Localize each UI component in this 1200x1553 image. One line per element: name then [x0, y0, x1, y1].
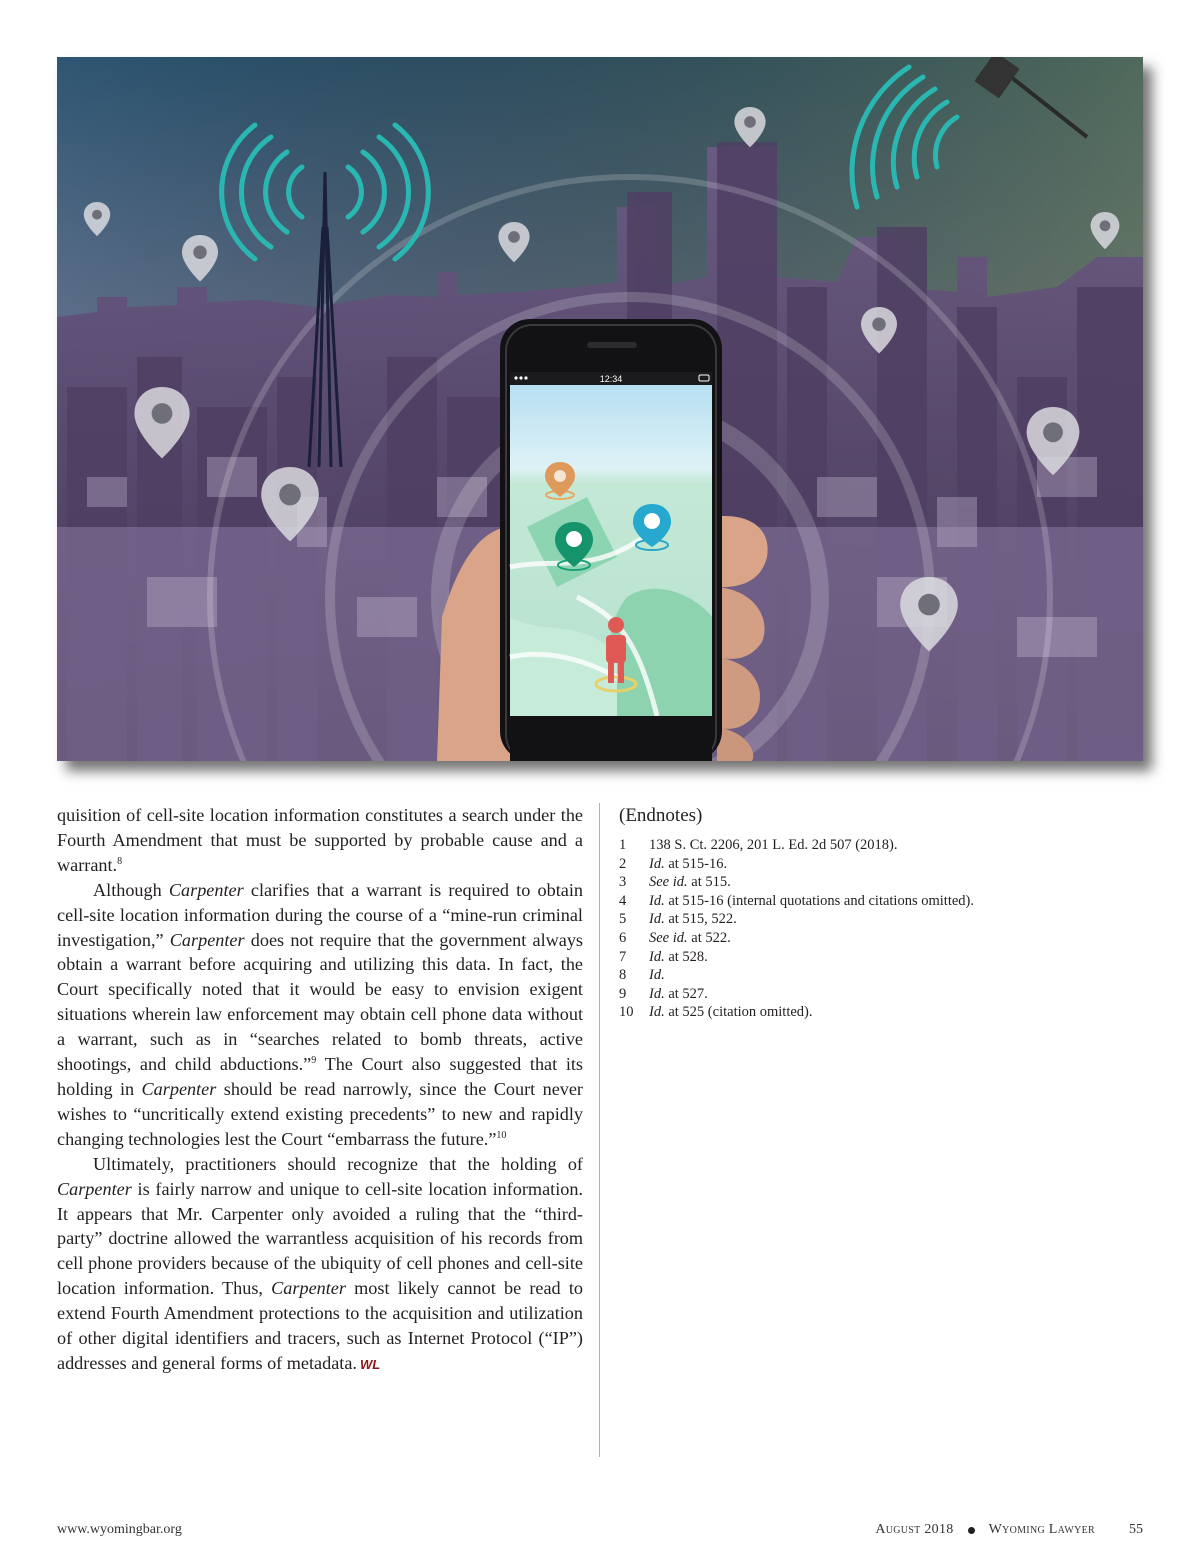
green-map-pin-icon	[555, 522, 593, 570]
endnote-text	[649, 836, 898, 855]
page-number: 55	[1129, 1522, 1143, 1537]
footnote-ref[interactable]: 10	[496, 1129, 507, 1141]
paragraph-continued: quisition of cell-site location information constitutes a search under the Fourth Amendment that must be supported by probable cause and a warrant.$^8$	[57, 805, 583, 875]
endnotes-title: (Endnotes)	[619, 805, 703, 826]
endnote-signal: Id.	[649, 948, 665, 965]
footer-issue-info	[875, 1522, 1143, 1538]
bullet-separator-icon	[968, 1527, 975, 1534]
endnote-number: 10	[619, 1004, 634, 1021]
end-of-article-mark: WL	[359, 1356, 381, 1372]
endnote-citation: at 515-16.	[664, 855, 728, 872]
column-divider	[599, 803, 600, 1457]
endnote-number: 2	[619, 855, 627, 872]
paragraph-exigent-circumstances: Although Carpenter clarifies that a warrant is required to obtain cell-site location information during the course of a “mine-run criminal investigation,” Carpenter does not require that the government always obtain a warrant before acquiring and utilizing this data. In fact, the Court specifically noted that it would be easy to envision exigent situations wherein law enforcement may obtain cell phone data without a warrant, such as in “searches related to bomb threats, active shootings, and child abductions.”$^9$ The Court also suggested that its holding in Carpenter should be read narrowly, since the Court never wishes to “uncritically extend existing precedents” to new and rapidly changing technologies lest the Court “embarrass the future.”$^{10}$	[57, 879, 583, 1149]
endnote-item	[619, 929, 1159, 948]
endnote-signal: Id.	[649, 967, 665, 984]
endnote-text	[649, 948, 708, 967]
endnote-number: 4	[619, 892, 627, 909]
endnote-number: 7	[619, 948, 627, 965]
case-name: Carpenter	[169, 929, 245, 950]
endnote-text	[649, 929, 731, 948]
endnote-number: 1	[619, 837, 627, 853]
endnote-citation: at 515.	[687, 874, 731, 891]
endnote-item	[619, 948, 1159, 967]
endnote-signal: Id.	[649, 1004, 665, 1021]
paragraph-conclusion: Ultimately, practitioners should recognize that the holding of Carpenter is fairly narrow and unique to cell-site location information. It appears that Mr. Carpenter only avoided a ruling that the “third-party” doctrine allowed the warrantless acquisition of his records from cell phone providers because of the ubiquity of cell phones and cell-site location information. Thus, Carpenter most likely cannot be read to extend Fourth Amendment protections to the acquisition and utilization of other digital identifiers and tracers, such as Internet Protocol (“IP”) addresses and general forms of metadata. WL	[57, 1153, 583, 1373]
endnote-item	[619, 910, 1159, 929]
case-name: Carpenter	[141, 1078, 217, 1099]
endnote-item	[619, 985, 1159, 1004]
endnote-signal: See id.	[649, 874, 688, 891]
endnote-number: 3	[619, 874, 627, 891]
endnote-item	[619, 892, 1159, 911]
endnote-text	[649, 966, 665, 985]
endnote-item	[619, 1003, 1159, 1022]
endnote-text	[649, 873, 731, 892]
endnote-citation: at 528.	[664, 948, 708, 965]
endnote-signal: Id.	[649, 985, 665, 1002]
issue-date: August 2018	[875, 1522, 954, 1537]
endnote-text	[649, 910, 737, 929]
footnote-ref[interactable]: 9	[311, 1055, 317, 1067]
endnote-number: 9	[619, 985, 627, 1002]
case-name: Carpenter	[271, 1278, 346, 1299]
publication-name: Wyoming Lawyer	[988, 1522, 1095, 1537]
endnote-text	[649, 985, 708, 1004]
endnote-item	[619, 966, 1159, 985]
endnote-signal: Id.	[649, 855, 665, 872]
article-body	[57, 803, 583, 1378]
endnote-citation: at 515, 522.	[664, 911, 737, 928]
endnote-citation: 138 S. Ct. 2206, 201 L. Ed. 2d 507 (2018).	[649, 837, 898, 853]
endnote-list	[619, 836, 1159, 1022]
phone-clock: 12:34	[599, 374, 623, 384]
smart-city-location-graphic	[57, 57, 1143, 761]
endnote-citation: at 527.	[664, 985, 708, 1002]
endnote-citation: at 522.	[687, 929, 731, 946]
footnote-ref[interactable]: 8	[117, 855, 123, 867]
endnote-number: 6	[619, 929, 627, 946]
endnote-citation: at 515-16 (internal quotations and citations omitted).	[664, 892, 974, 909]
endnote-text	[649, 892, 974, 911]
endnote-signal: Id.	[649, 892, 665, 909]
endnote-text	[649, 1003, 813, 1022]
endnote-number: 5	[619, 911, 627, 928]
case-name: Carpenter	[168, 879, 244, 900]
endnote-signal: See id.	[649, 929, 688, 946]
footer-website-link[interactable]: www.wyomingbar.org	[57, 1522, 182, 1537]
endnote-signal: Id.	[649, 911, 665, 928]
endnote-citation: at 525 (citation omitted).	[664, 1004, 813, 1021]
endnote-item	[619, 855, 1159, 874]
blue-map-pin-icon	[633, 504, 671, 550]
endnote-text	[649, 855, 727, 874]
endnote-number: 8	[619, 967, 627, 984]
hero-illustration	[57, 57, 1143, 761]
endnotes-section	[619, 803, 1159, 1022]
endnote-item	[619, 873, 1159, 892]
case-name: Carpenter	[57, 1178, 132, 1199]
endnote-item	[619, 836, 1159, 855]
